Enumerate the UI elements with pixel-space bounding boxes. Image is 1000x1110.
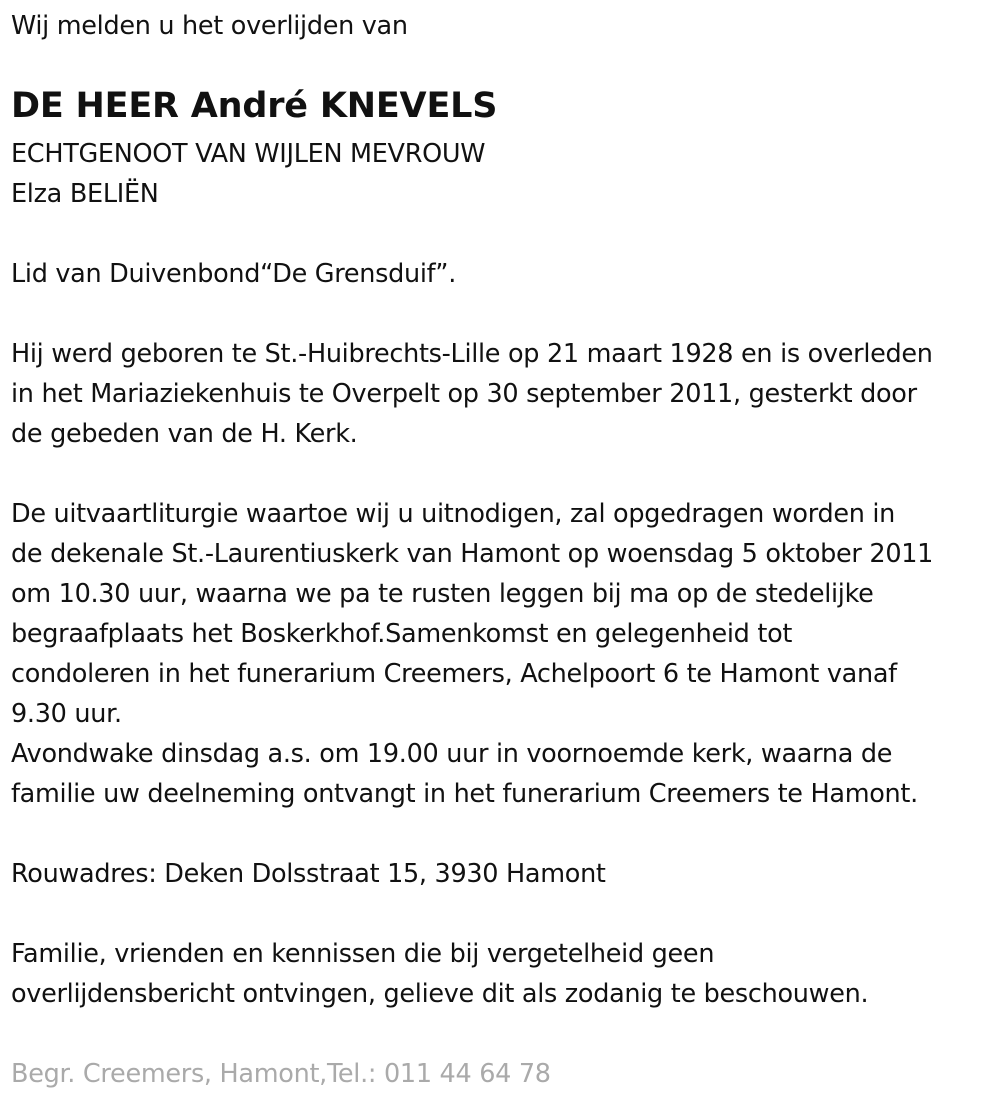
paragraph-line: overlijdensbericht ontvingen, gelieve dit als zodanig te beschouwen. [11, 979, 869, 1009]
paragraph-line: in het Mariaziekenhuis te Overpelt op 30 september 2011, gesterkt door [11, 379, 917, 409]
paragraph-line: Avondwake dinsdag a.s. om 19.00 uur in voornoemde kerk, waarna de [11, 739, 893, 769]
paragraph-line: De uitvaartliturgie waartoe wij u uitnodigen, zal opgedragen worden in [11, 499, 896, 529]
membership-block [11, 254, 456, 294]
funeral-paragraph [11, 494, 933, 814]
paragraph-line: begraafplaats het Boskerkhof.Samenkomst en gelegenheid tot [11, 619, 793, 649]
deceased-name: DE HEER André KNEVELS [11, 86, 498, 126]
undertaker-footer: Begr. Creemers, Hamont,Tel.: 011 44 64 78 [11, 1059, 551, 1089]
address-block [11, 854, 606, 894]
mourning-address: Rouwadres: Deken Dolsstraat 15, 3930 Hamont [11, 859, 606, 889]
intro-text: Wij melden u het overlijden van [11, 11, 408, 41]
spouse-line: ECHTGENOOT VAN WIJLEN MEVROUW [11, 139, 486, 169]
paragraph-line: condoleren in het funerarium Creemers, Achelpoort 6 te Hamont vanaf [11, 659, 897, 689]
paragraph-line: Familie, vrienden en kennissen die bij vergetelheid geen [11, 939, 715, 969]
family-note-paragraph [11, 934, 868, 1014]
membership-text: Lid van Duivenbond“De Grensduif”. [11, 259, 457, 289]
paragraph-line: familie uw deelneming ontvangt in het funerarium Creemers te Hamont. [11, 779, 918, 809]
paragraph-line: de dekenale St.-Laurentiuskerk van Hamont op woensdag 5 oktober 2011 [11, 539, 934, 569]
paragraph-line: 9.30 uur. [11, 699, 122, 729]
paragraph-line: Hij werd geboren te St.-Huibrechts-Lille op 21 maart 1928 en is overleden [11, 339, 933, 369]
spouse-block [11, 134, 485, 214]
paragraph-line: de gebeden van de H. Kerk. [11, 419, 358, 449]
paragraph-line: om 10.30 uur, waarna we pa te rusten leggen bij ma op de stedelijke [11, 579, 874, 609]
birth-death-paragraph [11, 334, 933, 454]
spouse-line: Elza BELIËN [11, 179, 159, 209]
